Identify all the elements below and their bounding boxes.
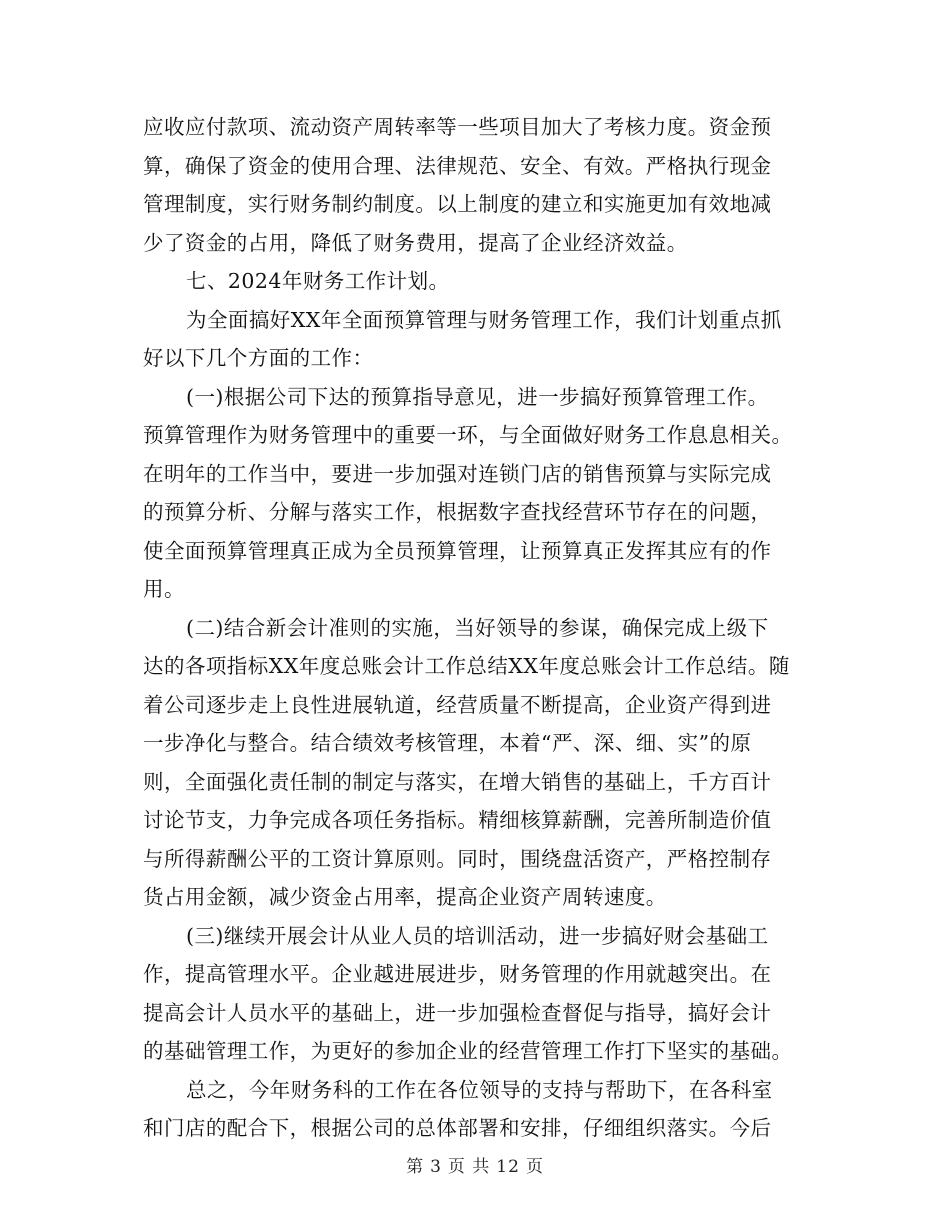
footer-total-pages: 12: [496, 1157, 520, 1177]
text-line: 预算管理作为财务管理中的重要一环，与全面做好财务工作息息相关。: [143, 423, 793, 447]
text-line: 算，确保了资金的使用合理、法律规范、安全、有效。严格执行现金: [143, 153, 772, 178]
text-line: 管理制度，实行财务制约制度。以上制度的建立和实施更加有效地减: [143, 192, 772, 216]
text-line: 讨论节支，力争完成各项任务指标。精细核算薪酬，完善所制造价值: [143, 808, 772, 832]
text-line: 的预算分析、分解与落实工作，根据数字查找经营环节存在的问题，: [143, 500, 772, 524]
paragraph: [143, 301, 808, 378]
text-line: 在明年的工作当中，要进一步加强对连锁门店的销售预算与实际完成: [143, 461, 772, 486]
text-line: 少了资金的占用，降低了财务费用，提高了企业经济效益。: [143, 230, 688, 255]
text-line: 达的各项指标XX年度总账会计工作总结XX年度总账会计工作总结。随: [143, 654, 790, 678]
footer-prefix: 第: [406, 1157, 425, 1177]
paragraph: [143, 609, 808, 917]
footer-suffix: 页: [525, 1157, 544, 1177]
paragraph: [143, 108, 808, 262]
document-body: [143, 108, 808, 1148]
footer-middle: 页 共: [447, 1157, 491, 1177]
text-line: 使全面预算管理真正成为全员预算管理，让预算真正发挥其应有的作: [143, 538, 772, 563]
page-footer: [0, 1152, 950, 1177]
text-line: 则，全面强化责任制的制定与落实，在增大销售的基础上，千方百计: [143, 769, 772, 794]
text-line: (三)继续开展会计从业人员的培训活动，进一步搞好财会基础工: [186, 923, 769, 948]
text-line: 货占用金额，减少资金占用率，提高企业资产周转速度。: [143, 885, 667, 909]
text-line: 着公司逐步走上良性进展轨道，经营质量不断提高，企业资产得到进: [143, 692, 772, 717]
text-line: 用。: [143, 577, 185, 601]
paragraph: [143, 378, 808, 609]
text-line: 的基础管理工作，为更好的参加企业的经营管理工作打下坚实的基础。: [143, 1039, 793, 1063]
text-line: 一步净化与整合。结合绩效考核管理，本着“严、深、细、实”的原: [143, 731, 752, 755]
text-line: 与所得薪酬公平的工资计算原则。同时，围绕盘活资产，严格控制存: [143, 846, 772, 871]
text-line: 提高会计人员水平的基础上，进一步加强检查督促与指导，搞好会计: [143, 1000, 772, 1025]
text-line: 为全面搞好XX年全面预算管理与财务管理工作，我们计划重点抓: [186, 307, 782, 332]
text-line: (二)结合新会计准则的实施，当好领导的参谋，确保完成上级下: [186, 615, 769, 640]
text-line: 好以下几个方面的工作：: [143, 346, 374, 370]
text-line: 和门店的配合下，根据公司的总体部署和安排，仔细组织落实。今后: [143, 1116, 772, 1140]
footer-current-page: 3: [430, 1157, 442, 1177]
paragraph: [143, 262, 808, 301]
text-line: (一)根据公司下达的预算指导意见，进一步搞好预算管理工作。: [186, 384, 769, 409]
text-line: 七、2024年财务工作计划。: [186, 269, 450, 293]
text-line: 作，提高管理水平。企业越进展进步，财务管理的作用就越突出。在: [143, 962, 772, 986]
text-line: 总之，今年财务科的工作在各位领导的支持与帮助下，在各科室: [186, 1077, 773, 1102]
paragraph: [143, 917, 808, 1071]
paragraph: [143, 1071, 808, 1148]
text-line: 应收应付款项、流动资产周转率等一些项目加大了考核力度。资金预: [143, 115, 772, 139]
